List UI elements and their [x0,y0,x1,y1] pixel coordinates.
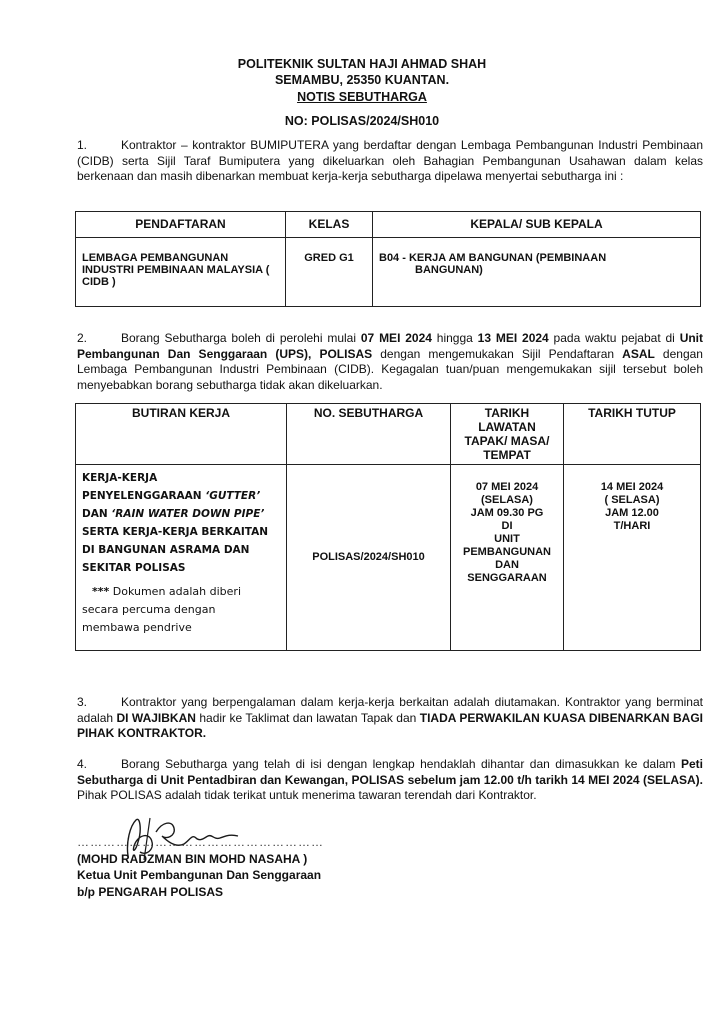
header-kelas: KELAS [286,212,373,238]
p3-text-1: Kontraktor yang berpengalaman dalam kerja-kerja berkaitan adalah diutamakan. Kontraktor yang berminat adalah [77,695,703,725]
lawatan-line: DI [501,520,513,532]
header-lawatan-line: TARIKH [484,406,530,420]
registration-table [75,211,701,307]
header-pendaftaran: PENDAFTARAN [76,212,286,238]
lawatan-line: SENGGARAAN [467,572,547,584]
header-lawatan-line: TEMPAT [483,448,531,462]
work-line: KERJA-KERJA [82,472,158,484]
p4-text-2: Pihak POLISAS adalah tidak terikat untuk menerima tawaran terendah dari Kontraktor. [77,788,537,802]
work-gutter: ‘GUTTER’ [205,490,261,502]
header-lawatan-line: LAWATAN [478,420,536,434]
note-line: Dokumen adalah diberi [109,585,242,598]
cell-pendaftaran: LEMBAGA PEMBANGUNAN INDUSTRI PEMBINAAN MALAYSIA ( CIDB ) [76,238,286,307]
paragraph-1 [77,138,703,185]
cell-kepala-line2: BANGUNAN) [415,264,483,276]
paragraph-1-number: 1. [77,138,88,152]
header-kepala: KEPALA/ SUB KEPALA [373,212,701,238]
p2-end-date: 13 MEI 2024 [477,331,549,345]
p2-asal: ASAL [622,346,655,361]
header-tarikh-tutup: TARIKH TUTUP [564,404,701,465]
p3-wajib: DI WAJIBKAN [116,710,200,725]
note-line: membawa pendrive [82,621,192,634]
lawatan-line: PEMBANGUNAN [463,546,551,558]
cell-butiran-kerja [76,465,287,651]
work-line: DAN [82,508,112,520]
notice-number: NO: POLISAS/2024/SH010 [284,114,440,128]
paragraph-3 [77,695,703,742]
header-tarikh-lawatan [451,404,564,465]
p2-text-3: pada waktu pejabat di [548,331,680,345]
cell-kelas: GRED G1 [286,238,373,307]
paragraph-1-text: Kontraktor – kontraktor BUMIPUTERA yang berdaftar dengan Lembaga Pembangunan Industri Pembinaan (CIDB) serta Sijil Taraf Bumiputera yang dikeluarkan oleh Bahagian Pembangunan Usahawan dalam kelas berkenaan dan masih dibenarkan membuat kerja-kerja sebutharga dipelawa menyertai sebutharga ini : [77,138,703,183]
tutup-line: T/HARI [613,520,651,532]
work-rain-pipe: ‘RAIN WATER DOWN PIPE’ [111,508,265,520]
paragraph-4 [77,757,703,804]
paragraph-2-number: 2. [77,331,88,345]
work-line: SEKITAR POLISAS [82,562,186,574]
paragraph-2 [77,331,703,393]
header-butiran-kerja: BUTIRAN KERJA [76,404,287,465]
tutup-line: 14 MEI 2024 [600,481,664,493]
signature-dotted-line: ………………………………………………… [77,835,324,849]
signatory-title: Ketua Unit Pembangunan Dan Senggaraan [77,868,322,882]
header-lawatan-line: TAPAK/ MASA/ [464,434,550,448]
work-line: SERTA KERJA-KERJA BERKAITAN [82,526,269,538]
note-line: secara percuma dengan [82,603,216,616]
lawatan-line: UNIT [494,533,520,545]
cell-kepala [373,238,701,307]
tutup-line: ( SELASA) [604,494,660,506]
cell-tarikh-lawatan [451,465,564,651]
cell-kepala-line1: B04 - KERJA AM BANGUNAN (PEMBINAAN [379,252,607,264]
p2-text-2: hingga [431,331,478,345]
p2-text-1: Borang Sebutharga boleh di perolehi mulai [121,331,361,345]
p4-submission-details: Peti Sebutharga di Unit Pentadbiran dan Kewangan, POLISAS sebelum jam 12.00 t/h tarikh 14 MEI 2024 (SELASA). [77,757,703,787]
institution-name: POLITEKNIK SULTAN HAJI AHMAD SHAH [237,57,487,71]
lawatan-line: (SELASA) [481,494,533,506]
lawatan-line: 07 MEI 2024 [475,481,539,493]
p2-text-4: dengan mengemukakan Sijil Pendaftaran [372,346,623,361]
work-line: DI BANGUNAN ASRAMA DAN [82,544,250,556]
signatory-on-behalf: b/p PENGARAH POLISAS [77,885,224,899]
note-stars: *** [92,585,110,598]
signatory-name: (MOHD RADZMAN BIN MOHD NASAHA ) [77,852,308,866]
paragraph-4-number: 4. [77,757,88,771]
lawatan-line: JAM 09.30 PG [470,507,544,519]
p2-text-5: dengan Lembaga Pembangunan Industri Pembinaan (CIDB). Kegagalan tuan/puan mengemukakan sijil tersebut boleh menyebabkan borang sebutharga tidak akan dikeluarkan. [77,346,703,392]
header-no-sebutharga: NO. SEBUTHARGA [287,404,451,465]
institution-address: SEMAMBU, 25350 KUANTAN. [274,73,450,87]
p3-tiada-perwakilan: TIADA PERWAKILAN KUASA DIBENARKAN BAGI PIHAK KONTRAKTOR. [77,710,704,740]
p4-text-1: Borang Sebutharga yang telah di isi dengan lengkap hendaklah dihantar dan dimasukkan ke dalam [121,757,681,771]
p3-text-2: hadir ke Taklimat dan lawatan Tapak dan [199,710,420,725]
paragraph-3-number: 3. [77,695,88,709]
quotation-table [75,403,701,651]
lawatan-line: DAN [495,559,519,571]
notice-title: NOTIS SEBUTHARGA [297,90,427,104]
work-line: PENYELENGGARAAN [82,490,206,502]
p2-start-date: 07 MEI 2024 [360,331,432,345]
work-note [82,583,280,637]
tutup-line: JAM 12.00 [605,507,659,519]
cell-no-sebutharga: POLISAS/2024/SH010 [287,465,451,651]
p2-unit: Unit Pembangunan Dan Senggaraan (UPS), POLISAS [77,331,704,361]
cell-tarikh-tutup [564,465,701,651]
